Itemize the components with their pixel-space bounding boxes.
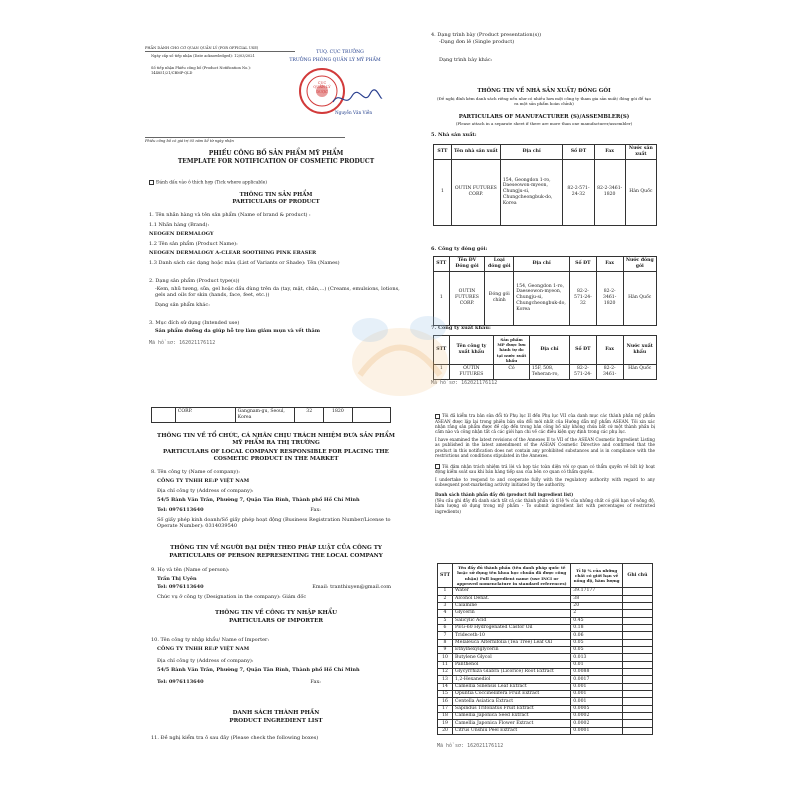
table-row bbox=[438, 720, 653, 727]
table-row bbox=[438, 595, 653, 602]
cell: 0.0017 bbox=[571, 676, 623, 683]
col-percent: Tỉ lệ % của những chất có giới hạn về nồng độ, hàm lượng bbox=[571, 564, 623, 588]
cell: Glycyrrhiza Glabra (Licorice) Root Extract bbox=[453, 669, 571, 676]
form-title-en: TEMPLATE FOR NOTIFICATION OF COSMETIC PRODUCT bbox=[177, 158, 375, 165]
checkbox bbox=[149, 180, 154, 185]
cell: 0.05 bbox=[571, 639, 623, 646]
cell bbox=[622, 669, 652, 676]
cell bbox=[622, 647, 652, 654]
company-name: CÔNG TY TNHH RE:P VIỆT NAM bbox=[157, 477, 250, 484]
cell: Butylene Glycol bbox=[453, 654, 571, 661]
cell: Trideceth-10 bbox=[453, 632, 571, 639]
cell: 0.001 bbox=[571, 698, 623, 705]
manufacturer-title-en: PARTICULARS OF MANUFACTURER (S)/ASSEMBLER(S) bbox=[458, 114, 630, 120]
table-row bbox=[434, 364, 657, 379]
company-block bbox=[151, 469, 403, 530]
cell: 2 bbox=[571, 610, 623, 617]
cell: 19 bbox=[438, 720, 453, 727]
cell: Gangnam-gu, Seoul, Korea bbox=[235, 408, 295, 423]
cell: Alcohol Denat. bbox=[453, 595, 571, 602]
cell: 18 bbox=[438, 713, 453, 720]
cell: 0.06 bbox=[571, 632, 623, 639]
cell: 38 bbox=[571, 595, 623, 602]
importer-block bbox=[151, 637, 403, 686]
representative-title-vi: THÔNG TIN VỀ NGƯỜI ĐẠI DIỆN THEO PHÁP LUẬT CỦA CÔNG TY bbox=[170, 545, 382, 551]
item-2-a: -Kem, nhũ tương, sữa, gel hoặc dầu dùng trên da (tay, mặt, chân,...) (Creams, emulsions, lotions, gels and oils for skin (hands, face, feet, etc.)) bbox=[155, 285, 400, 298]
cell: 9 bbox=[438, 647, 453, 654]
cell: 39.17177 bbox=[571, 588, 623, 595]
cell: 20 bbox=[438, 727, 453, 734]
item-6: 6. Công ty đóng gói: bbox=[431, 246, 488, 252]
item-11: 11. Đề nghị kiểm tra ô sau đây (Please check the following boxes) bbox=[151, 735, 319, 741]
document-page-4 bbox=[425, 405, 663, 750]
col-address: Địa chỉ bbox=[500, 145, 562, 160]
manufacturer-title-vi: THÔNG TIN VỀ NHÀ SẢN XUẤT/ ĐÓNG GÓI bbox=[477, 88, 611, 94]
cell bbox=[622, 624, 652, 631]
col-stt: STT bbox=[438, 564, 453, 588]
item-4: 4. Dạng trình bày (Product presentation(s)) bbox=[431, 32, 542, 38]
cell: OUTIN FUTURES CORP. bbox=[449, 271, 485, 325]
item-1-1: 1.1 Nhãn hàng (Brand): bbox=[149, 221, 210, 228]
cell bbox=[622, 654, 652, 661]
cell bbox=[622, 588, 652, 595]
declaration-1-en: I have examined the latest revisions of the Annexes II to VII of the ASEAN Cosmetic Ingredient Listing as published in the latest amendment of the ASEAN Cosmetic Directive and confirmed that the product in this notification does not contain any prohibited substances and is in compliance with the restrictions and conditions stipulated in the Annexes. bbox=[435, 436, 655, 459]
cell: Glycerin bbox=[453, 610, 571, 617]
cell: 0.001 bbox=[571, 683, 623, 690]
col-stt: STT bbox=[434, 145, 452, 160]
intended-use: Sản phẩm dưỡng da giúp hỗ trợ làm giảm mụn và vết thâm bbox=[155, 327, 321, 334]
col-name: Tên nhà sản xuất bbox=[451, 145, 500, 160]
company-tel: Tel: 0976113640 bbox=[157, 507, 204, 513]
cell: Camellia Japonica Seed Extract bbox=[453, 713, 571, 720]
cell: 13 bbox=[438, 676, 453, 683]
representative-block bbox=[151, 567, 403, 600]
item-4-a: -Dạng đơn lẻ (Single product) bbox=[439, 38, 515, 45]
stamp-text-3: DƯỢC bbox=[316, 89, 328, 94]
importer-title-en: PARTICULARS OF IMPORTER bbox=[228, 618, 323, 624]
cell bbox=[622, 595, 652, 602]
cell: Camellia Sinensis Leaf Extract bbox=[453, 683, 571, 690]
cell: 82-2-3461- bbox=[596, 364, 623, 379]
cell: 0.013 bbox=[571, 654, 623, 661]
col-country: Nước đóng gói bbox=[623, 257, 656, 272]
exporter-table bbox=[433, 335, 657, 380]
cell: 10 bbox=[438, 654, 453, 661]
table-row bbox=[438, 669, 653, 676]
declaration-2-en: I undertake to respond to and cooperate fully with the regulatory authority with regard to any subsequent post-marketing activity initiated by the authority. bbox=[435, 476, 655, 488]
table-header-row bbox=[434, 145, 657, 160]
cell: 1 bbox=[434, 364, 450, 379]
form-title-vi: PHIẾU CÔNG BỐ SẢN PHẨM MỸ PHẨM bbox=[208, 150, 344, 157]
cell: Salicylic Acid bbox=[453, 617, 571, 624]
cell bbox=[622, 617, 652, 624]
item-10: 10. Tên công ty nhập khẩu/ Name of Importer: bbox=[151, 637, 270, 643]
cell bbox=[622, 639, 652, 646]
cell: 0.0005 bbox=[571, 705, 623, 712]
cell: Citrus Unshiu Peel Extract bbox=[453, 727, 571, 734]
col-fax: Fax bbox=[596, 336, 623, 365]
cell: Ethylhexylglycerin bbox=[453, 647, 571, 654]
item-4-b: Dạng trình bày khác: bbox=[439, 57, 493, 63]
stamp-org-2: TRƯỞNG PHÒNG QUẢN LÝ MỸ PHẨM bbox=[289, 58, 381, 63]
cell: 0.001 bbox=[571, 691, 623, 698]
cell: 1 bbox=[434, 271, 450, 325]
person-tel: Tel: 0976113640 bbox=[157, 584, 204, 590]
col-note: Ghi chú bbox=[622, 564, 652, 588]
ingredient-list-note: (Yêu cầu ghi đầy đủ danh sách tất cả các thành phần và tỉ lệ % của những chất có giới hạn về nồng độ, hàm lượng sử dụng trong mỹ phẩm - To submit ingredient list with percentages of restricted ingredients) bbox=[435, 497, 655, 514]
table-row bbox=[438, 647, 653, 654]
ack-date: Ngày cấp số tiếp nhận (Date acknowledged): 12/03/2021 bbox=[151, 54, 255, 58]
ingredient-title-en: PRODUCT INGREDIENT LIST bbox=[229, 718, 323, 724]
importer-tel: Tel: 0976113640 bbox=[157, 679, 204, 685]
ingredient-table-body bbox=[438, 588, 653, 735]
cell: 32 bbox=[295, 408, 324, 423]
table-row bbox=[438, 617, 653, 624]
cell: 4 bbox=[438, 610, 453, 617]
cell: 20 bbox=[571, 602, 623, 609]
declaration-1-vi bbox=[435, 413, 655, 435]
business-reg: Số giấy phép kinh doanh/Số giấy phép hoạt động (Business Registration Number/License to Operate Number): 0314039540 bbox=[157, 516, 391, 529]
cell bbox=[622, 713, 652, 720]
cell: Đóng gói chính bbox=[485, 271, 514, 325]
ack-number: Số tiếp nhận Phiếu công bố (Product Notification No.): 144851/21/CBMP-QLD bbox=[151, 66, 251, 75]
table-row bbox=[438, 676, 653, 683]
person-role: Chức vụ ở công ty (Designation in the company): Giám đốc bbox=[157, 593, 307, 600]
presentation-block bbox=[431, 32, 657, 64]
table-header-row bbox=[434, 336, 657, 365]
declaration-block bbox=[435, 413, 655, 514]
address-label: Địa chỉ công ty (Address of company): bbox=[157, 488, 254, 494]
product-info-block bbox=[149, 212, 405, 347]
cell: 2 bbox=[438, 595, 453, 602]
cell: 0.0002 bbox=[571, 713, 623, 720]
cell: Panthenol bbox=[453, 661, 571, 668]
table-row bbox=[438, 691, 653, 698]
stamp-text-1: CỤC bbox=[317, 81, 327, 85]
manufacturer-sub-vi: (Đề nghị đính kèm danh sách riêng nếu như có nhiều hơn một công ty tham gia sản xuất/ đóng gói để tạo ra một sản phẩm hoàn chỉnh) bbox=[437, 96, 651, 107]
cell: 7 bbox=[438, 632, 453, 639]
document-page-1 bbox=[145, 40, 407, 385]
table-row bbox=[438, 705, 653, 712]
col-address: Địa chỉ bbox=[529, 336, 569, 365]
table-row bbox=[438, 727, 653, 734]
cell: 1,2-Hexanediol bbox=[453, 676, 571, 683]
packer-table bbox=[433, 256, 657, 326]
cell: OUTIN FUTURES bbox=[449, 364, 494, 379]
cell bbox=[152, 408, 176, 423]
document-page-2 bbox=[425, 28, 663, 388]
cell: 1 bbox=[434, 159, 452, 225]
cell: 82-2-3461-1820 bbox=[594, 159, 625, 225]
cell: 0.45 bbox=[571, 617, 623, 624]
col-ingredient: Tên đầy đủ thành phần (tên danh pháp quốc tế hoặc sử dụng tên khoa học chuẩn đã được công nhận) Full Ingredient name (use INCI or approved nomenclature in standard references) bbox=[453, 564, 571, 588]
cell: 0.18 bbox=[571, 624, 623, 631]
col-fax: Fax bbox=[596, 257, 623, 272]
contact-line bbox=[151, 507, 321, 514]
table-row bbox=[438, 713, 653, 720]
cell: 82-2-3461-1820 bbox=[596, 271, 623, 325]
cell: PEG-60 Hydrogenated Castor Oil bbox=[453, 624, 571, 631]
col-country: Nước sản xuất bbox=[625, 145, 656, 160]
table-row bbox=[438, 698, 653, 705]
cell: 0.05 bbox=[571, 647, 623, 654]
table-row bbox=[434, 271, 657, 325]
stamp-text-2: QUẢN LÝ bbox=[313, 85, 331, 90]
item-1: 1. Tên nhãn hàng và tên sản phẩm (Name of brand & product) : bbox=[149, 212, 311, 218]
item-1-2: 1.2 Tên sản phẩm (Product Name): bbox=[149, 240, 238, 247]
cell: 12 bbox=[438, 669, 453, 676]
manufacturer-sub-en: (Please attach in a separate sheet if there are more than one manufacturer/assembler) bbox=[455, 121, 633, 126]
cell: Calamine bbox=[453, 602, 571, 609]
item-3: 3. Mục đích sử dụng (Intended use) bbox=[149, 320, 240, 326]
item-8: 8. Tên công ty (Name of company): bbox=[151, 469, 240, 475]
signer-name: Nguyễn Văn Viễn bbox=[335, 110, 373, 115]
table-header-row bbox=[438, 564, 653, 588]
col-name: Tên công ty xuất khẩu bbox=[449, 336, 494, 365]
section-title-vi: THÔNG TIN SẢN PHẨM bbox=[239, 192, 313, 198]
importer-contact bbox=[151, 679, 321, 686]
stamp-org-1: TUQ. CỤC TRƯỞNG bbox=[316, 50, 364, 55]
cell: 8 bbox=[438, 639, 453, 646]
manufacturer-table bbox=[433, 144, 657, 226]
product-name: NEOGEN DERMALOGY A-CLEAR SOOTHING PINK ERASER bbox=[149, 250, 317, 256]
cell: Hàn Quốc bbox=[623, 364, 657, 379]
cell: 16 bbox=[438, 698, 453, 705]
representative-title-en: PARTICULARS OF PERSON REPRESENTING THE LOCAL COMPANY bbox=[169, 553, 383, 559]
importer-fax: Fax: bbox=[310, 679, 321, 685]
cell: 5 bbox=[438, 617, 453, 624]
col-name: Tên ĐV Đóng gói bbox=[449, 257, 485, 272]
col-phone: Số ĐT bbox=[570, 336, 597, 365]
table-row bbox=[434, 159, 657, 225]
cell: 1 bbox=[438, 588, 453, 595]
file-code: Mã hồ sơ: 162021176112 bbox=[149, 340, 216, 346]
table-row bbox=[152, 408, 391, 423]
item-2-b: Dạng sản phẩm khác: bbox=[155, 301, 210, 308]
col-free-sale: Sản phẩm MP được lưu hành tự do tại nước xuất khẩu bbox=[494, 336, 530, 365]
col-country: Nước xuất khẩu bbox=[623, 336, 657, 365]
table-row bbox=[438, 661, 653, 668]
col-stt: STT bbox=[434, 336, 450, 365]
col-stt: STT bbox=[434, 257, 450, 272]
responsible-title-en: PARTICULARS OF LOCAL COMPANY RESPONSIBLE FOR PLACING THE COSMETIC PRODUCT IN THE MARKET bbox=[163, 449, 389, 463]
cell: 15 bbox=[438, 691, 453, 698]
cell: Hàn Quốc bbox=[625, 159, 656, 225]
company-address: 54/5 Bành Văn Trân, Phường 7, Quận Tân Bình, Thành phố Hồ Chí Minh bbox=[157, 496, 360, 503]
table-row bbox=[438, 683, 653, 690]
person-contact bbox=[151, 584, 391, 591]
cell: 154, Geongdon 1-ro, Daeseowon-myeon, Chungju-si, Chungcheongbuk-do, Korea bbox=[500, 159, 562, 225]
cell: 0.01 bbox=[571, 661, 623, 668]
table-row bbox=[438, 654, 653, 661]
table-row bbox=[438, 610, 653, 617]
handwritten-signature bbox=[330, 88, 385, 110]
tick-note bbox=[149, 180, 267, 186]
cell bbox=[622, 720, 652, 727]
cell bbox=[622, 661, 652, 668]
cell: Melaleuca Alternifolia (Tea Tree) Leaf Oil bbox=[453, 639, 571, 646]
file-code: Mã hồ sơ: 162021176112 bbox=[431, 380, 498, 386]
importer-address: 54/5 Bành Văn Trân, Phường 7, Quận Tân Bình, Thành phố Hồ Chí Minh bbox=[157, 666, 360, 673]
cell: Có bbox=[494, 364, 530, 379]
cell: 6 bbox=[438, 624, 453, 631]
brand-name: NEOGEN DERMALOGY bbox=[149, 231, 214, 237]
cell bbox=[622, 632, 652, 639]
importer-address-label: Địa chỉ công ty (Address of company): bbox=[157, 658, 254, 664]
official-use-header: PHẦN DÀNH CHO CƠ QUAN QUẢN LÝ (FOR OFFICIAL USE) bbox=[145, 46, 295, 52]
item-5: 5. Nhà sản xuất: bbox=[431, 132, 477, 138]
cell: Hàn Quốc bbox=[623, 271, 656, 325]
importer-name: CÔNG TY TNHH RE:P VIỆT NAM bbox=[157, 645, 250, 652]
person-name: Trần Thị Uyên bbox=[157, 575, 197, 582]
cell: Centella Asiatica Extract bbox=[453, 698, 571, 705]
col-phone: Số ĐT bbox=[563, 145, 594, 160]
ingredient-table bbox=[437, 563, 653, 735]
table-row bbox=[438, 639, 653, 646]
section-title-en: PARTICULARS OF PRODUCT bbox=[232, 199, 320, 205]
importer-title-vi: THÔNG TIN VỀ CÔNG TY NHẬP KHẨU bbox=[214, 610, 338, 616]
cell: 15F, 508, Teheran-ro, bbox=[529, 364, 569, 379]
cell bbox=[622, 610, 652, 617]
item-2: 2. Dạng sản phẩm (Product type(s)) bbox=[149, 278, 240, 284]
col-phone: Số ĐT bbox=[570, 257, 597, 272]
cell: 0.0088 bbox=[571, 669, 623, 676]
cell: 82-2-571-24-32 bbox=[570, 271, 597, 325]
declaration-1-vi-text: Tôi đã kiểm tra bản sửa đổi từ Phụ lục II đến Phụ lục VII của danh mục các thành phần mỹ phẩm ASEAN được lặp lại trong phiên bản sửa đổi mới nhất của Hướng dẫn mỹ phẩm ASEAN. Tôi xin xác nhận rằng sản phẩm được đề cập đến trong bản công bố này không chứa bất cứ một thành phần bị cấm nào và công nhận tất cả các giới hạn chi về các điều kiện quy định trong các phụ lục. bbox=[435, 413, 655, 435]
table-row bbox=[438, 632, 653, 639]
tick-note-text: Đánh dấu vào ô thích hợp (Tick where applicable) bbox=[156, 180, 267, 186]
cell bbox=[622, 705, 652, 712]
cell bbox=[622, 676, 652, 683]
cell: 0.0002 bbox=[571, 720, 623, 727]
table-row bbox=[438, 602, 653, 609]
cell: Water bbox=[453, 588, 571, 595]
cell: Camellia Japonica Flower Extract bbox=[453, 720, 571, 727]
table-row bbox=[438, 588, 653, 595]
col-type: Loại đóng gói bbox=[485, 257, 514, 272]
person-email: Email: tranthiuyen@gmail.com bbox=[312, 584, 391, 590]
cell: Opuntia Coccinellifera Fruit Extract bbox=[453, 691, 571, 698]
item-9: 9. Họ và tên (Name of person): bbox=[151, 567, 230, 573]
cell: 154, Geongdon 1-ro, Daeseowon-myeon, Chungju-si, Chungcheongbuk-do, Korea bbox=[514, 271, 570, 325]
ingredient-list-title: Danh sách thành phần đầy đủ (product full ingredient list) bbox=[435, 491, 574, 497]
company-fax: Fax: bbox=[310, 507, 321, 513]
file-code: Mã hồ sơ: 162021176112 bbox=[437, 743, 504, 749]
responsible-title-vi: THÔNG TIN VỀ TỔ CHỨC, CÁ NHÂN CHỊU TRÁCH NHIỆM ĐƯA SẢN PHẨM MỸ PHẨM RA THỊ TRƯỜNG bbox=[157, 433, 395, 447]
cell bbox=[622, 727, 652, 734]
cell bbox=[352, 408, 390, 423]
cell: 11 bbox=[438, 661, 453, 668]
declaration-2-vi-text: Tôi đảm nhận trách nhiệm trả lời và hợp tác toàn diện với cơ quan có thẩm quyền về bất kỳ hoạt động kiểm soát sau khi bán hàng tiếp sau của bên cơ quan có thẩm quyền. bbox=[435, 463, 655, 475]
item-7: 7. Công ty xuất khẩu: bbox=[431, 325, 491, 331]
document-page-3 bbox=[145, 405, 407, 750]
table-row bbox=[438, 624, 653, 631]
cell: 3 bbox=[438, 602, 453, 609]
ingredient-title-vi: DANH SÁCH THÀNH PHẦN bbox=[232, 710, 320, 716]
cell: 82-2-571-24-32 bbox=[563, 159, 594, 225]
cell: 0.0001 bbox=[571, 727, 623, 734]
table-header-row bbox=[434, 257, 657, 272]
cell: 1820 bbox=[324, 408, 353, 423]
validity-note: Phiếu công bố có giá trị 05 năm kể từ ngày nhận bbox=[145, 137, 345, 144]
cell bbox=[622, 691, 652, 698]
cell: 17 bbox=[438, 705, 453, 712]
col-fax: Fax bbox=[594, 145, 625, 160]
cell: 82-2-571-24- bbox=[570, 364, 597, 379]
declaration-2-vi bbox=[435, 464, 655, 475]
col-address: Địa chỉ bbox=[514, 257, 570, 272]
continued-table-row bbox=[151, 407, 391, 423]
cell bbox=[622, 698, 652, 705]
cell: OUTIN FUTURES CORP. bbox=[451, 159, 500, 225]
item-1-3: 1.3 Danh sách các dạng hoặc màu (List of Variants or Shade): Tên (Names) bbox=[149, 259, 340, 266]
cell bbox=[622, 683, 652, 690]
cell: Sapindus Trifoliatus Fruit Extract bbox=[453, 705, 571, 712]
cell: 14 bbox=[438, 683, 453, 690]
cell: CORP. bbox=[175, 408, 235, 423]
cell bbox=[622, 602, 652, 609]
